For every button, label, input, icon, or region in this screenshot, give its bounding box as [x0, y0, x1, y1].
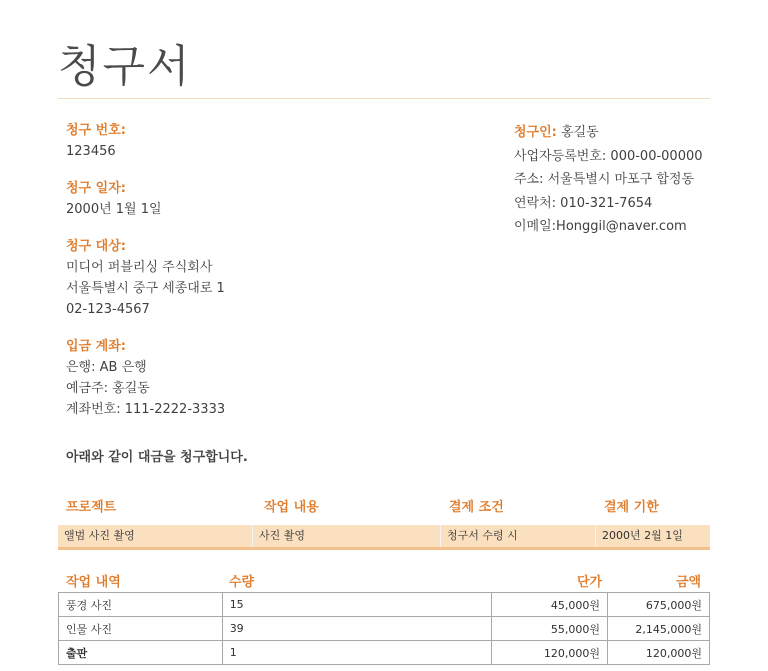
work-item-unit-price: 55,000원 — [492, 617, 608, 641]
project-header-terms: 결제 조건 — [449, 500, 504, 515]
billing-notice: 아래와 같이 대금을 청구합니다. — [66, 450, 248, 465]
issuer-name: 홍길동 — [556, 125, 599, 140]
table-row — [59, 641, 710, 665]
work-item-name: 출판 — [59, 641, 223, 665]
table-row — [59, 593, 710, 617]
deposit-account-label: 입금 계좌: — [66, 339, 126, 354]
table-row — [59, 617, 710, 641]
bill-to-address: 서울특별시 중구 세종대로 1 — [66, 281, 225, 296]
project-header-project: 프로젝트 — [66, 500, 117, 515]
deposit-account-number: 계좌번호: 111-2222-3333 — [66, 402, 226, 417]
work-item-amount: 120,000원 — [608, 641, 710, 665]
bill-to-phone: 02-123-4567 — [66, 302, 150, 317]
bill-to-label: 청구 대상: — [66, 239, 126, 254]
work-header-item: 작업 내역 — [66, 575, 121, 590]
project-cell-terms: 청구서 수령 시 — [441, 525, 596, 547]
work-header-unit-price: 단가 — [577, 575, 603, 590]
issuer-details — [514, 121, 754, 239]
invoice-number-block — [66, 121, 486, 162]
project-header-due: 결제 기한 — [604, 500, 659, 515]
work-header-amount: 금액 — [676, 575, 702, 590]
work-item-unit-price: 120,000원 — [492, 641, 608, 665]
project-header-work: 작업 내용 — [264, 500, 319, 515]
invoice-date-block — [66, 179, 486, 220]
project-cell-due: 2000년 2월 1일 — [602, 529, 683, 542]
bill-to-block — [66, 237, 486, 320]
issuer-name-line — [514, 121, 754, 145]
issuer-phone: 연락처: 010-321-7654 — [514, 195, 653, 211]
document-title: 청구서 — [58, 41, 192, 92]
project-cell-work: 사진 촬영 — [253, 525, 441, 547]
deposit-account-block — [66, 337, 486, 420]
work-header-quantity: 수량 — [229, 575, 255, 590]
invoice-date-value: 2000년 1월 1일 — [66, 202, 162, 217]
work-item-unit-price: 45,000원 — [492, 593, 608, 617]
title-divider — [58, 98, 710, 99]
deposit-bank: 은행: AB 은행 — [66, 360, 147, 375]
work-item-name: 인물 사진 — [59, 617, 223, 641]
work-item-name: 풍경 사진 — [59, 593, 223, 617]
project-cell-project: 앨범 사진 촬영 — [58, 525, 253, 547]
work-item-amount: 675,000원 — [608, 593, 710, 617]
issuer-label: 청구인: — [514, 125, 557, 140]
work-item-quantity: 1 — [222, 641, 491, 665]
issuer-address: 주소: 서울특별시 마포구 합정동 — [514, 172, 695, 187]
work-items-grid — [58, 592, 710, 665]
project-row — [58, 525, 710, 550]
invoice-date-label: 청구 일자: — [66, 181, 126, 196]
issuer-email: 이메일:Honggil@naver.com — [514, 219, 687, 234]
invoice-number-label: 청구 번호: — [66, 123, 126, 138]
work-item-quantity: 15 — [222, 593, 491, 617]
work-item-amount: 2,145,000원 — [608, 617, 710, 641]
deposit-holder: 예금주: 홍길동 — [66, 381, 150, 396]
bill-to-company: 미디어 퍼블리싱 주식회사 — [66, 260, 213, 275]
issuer-business-number: 사업자등록번호: 000-00-00000 — [514, 148, 703, 164]
work-item-quantity: 39 — [222, 617, 491, 641]
invoice-number-value: 123456 — [66, 144, 116, 159]
invoice-details — [66, 121, 486, 437]
